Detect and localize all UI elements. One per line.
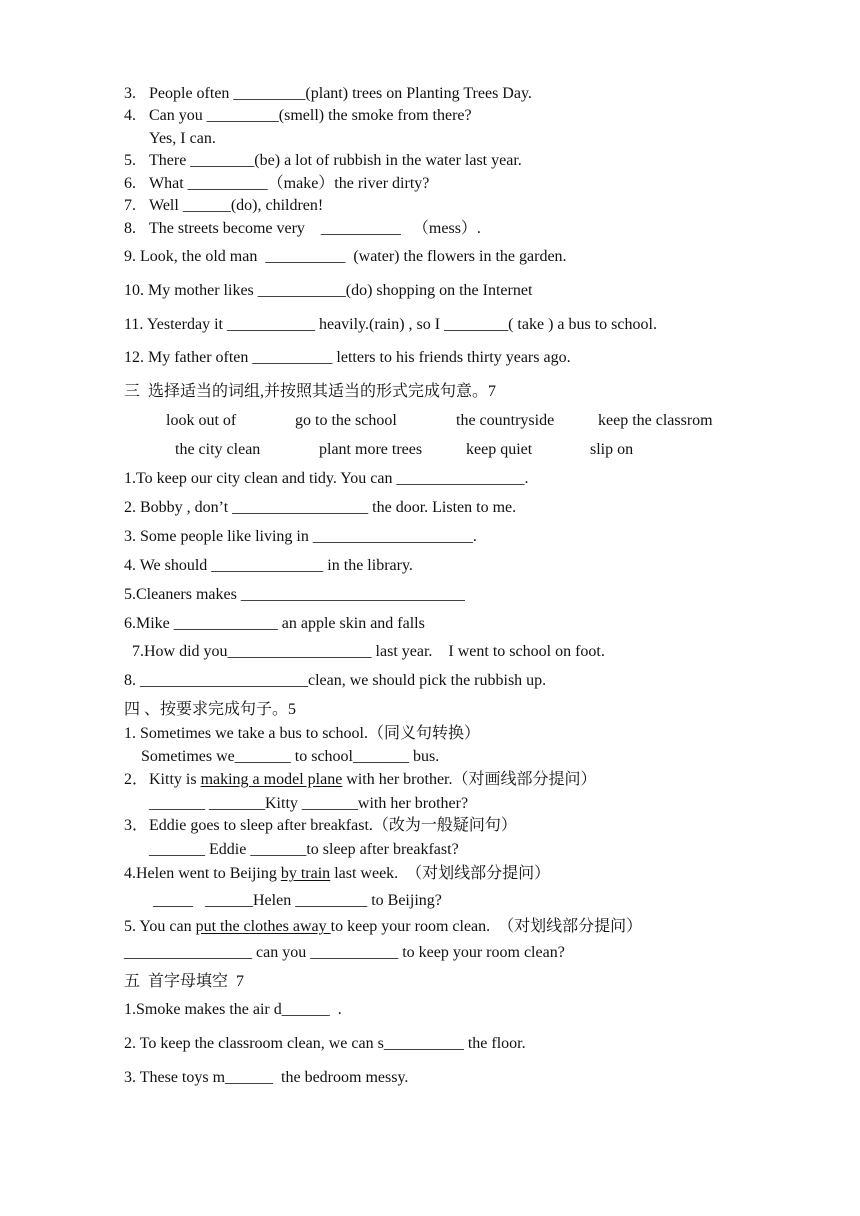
item-number: 8. xyxy=(124,220,136,237)
part5-item-2: 2. To keep the classroom clean, we can s__________ the floor. xyxy=(124,1035,526,1052)
item-text-part: 5. You can xyxy=(124,918,196,935)
item-text xyxy=(149,770,597,790)
part4-item-4 xyxy=(124,864,550,884)
phrase-option: go to the school xyxy=(295,412,397,429)
part3-item-6: 6.Mike _____________ an apple skin and falls xyxy=(124,615,425,632)
part3-item-4: 4. We should ______________ in the library. xyxy=(124,557,413,574)
part3-item-8: 8. _____________________clean, we should pick the rubbish up. xyxy=(124,672,547,689)
item-text: Yes, I can. xyxy=(149,130,216,147)
item-text: People often _________(plant) trees on Planting Trees Day. xyxy=(149,85,532,102)
item-text: Well ______(do), children! xyxy=(149,197,324,214)
part4-heading: 四 、按要求完成句子。5 xyxy=(124,701,297,718)
item-number: 6. xyxy=(124,175,136,192)
part4-item-5-answer-line: ________________ can you ___________ to keep your room clean? xyxy=(124,944,565,961)
part4-item-4-answer-line: _____ ______Helen _________ to Beijing? xyxy=(153,892,442,909)
part2-item-11: 11. Yesterday it ___________ heavily.(rain) , so I ________( take ) a bus to school. xyxy=(124,316,657,333)
item-number: 3. xyxy=(124,85,136,102)
item-number: 7. xyxy=(124,197,136,214)
part4-item-5 xyxy=(124,917,642,937)
phrase-option: the city clean xyxy=(175,441,261,458)
underlined-phrase: by train xyxy=(280,865,331,882)
part2-item-12: 12. My father often __________ letters to his friends thirty years ago. xyxy=(124,349,571,366)
item-text: The streets become very __________ （mess）. xyxy=(149,220,481,237)
part3-heading: 三 选择适当的词组,并按照其适当的形式完成句意。7 xyxy=(124,383,497,400)
item-number: 5. xyxy=(124,152,136,169)
part2-item-10: 10. My mother likes ___________(do) shopping on the Internet xyxy=(124,282,533,299)
underlined-phrase: put the clothes away xyxy=(195,918,331,935)
part5-heading: 五 首字母填空 7 xyxy=(124,973,245,990)
part3-item-3: 3. Some people like living in ____________________. xyxy=(124,528,477,545)
part5-item-1: 1.Smoke makes the air d______ . xyxy=(124,1001,342,1018)
item-number: 4. xyxy=(124,107,136,124)
item-text-part: 4.Helen went to Beijing xyxy=(124,865,281,882)
underlined-phrase: making a model plane xyxy=(200,771,343,788)
phrase-option: keep quiet xyxy=(466,441,533,458)
phrase-option: keep the classrom xyxy=(598,412,713,429)
part3-item-1: 1.To keep our city clean and tidy. You can ________________. xyxy=(124,470,529,487)
phrase-option: the countryside xyxy=(456,412,555,429)
part4-item-1: 1. Sometimes we take a bus to school.（同义句转换） xyxy=(124,725,480,742)
part3-item-2: 2. Bobby , don’t _________________ the door. Listen to me. xyxy=(124,499,517,516)
item-text: What __________（make）the river dirty? xyxy=(149,175,430,192)
item-text-part: to keep your room clean. （对划线部分提问） xyxy=(330,918,643,935)
phrase-option: plant more trees xyxy=(319,441,423,458)
item-text-part: last week. （对划线部分提问） xyxy=(330,865,551,882)
item-number: 3． xyxy=(124,817,149,834)
item-text-part: Kitty is xyxy=(149,771,201,788)
part2-item-9: 9. Look, the old man __________ (water) the flowers in the garden. xyxy=(124,248,567,265)
item-text: There ________(be) a lot of rubbish in the water last year. xyxy=(149,152,522,169)
item-number: 2． xyxy=(124,771,149,788)
part5-item-3: 3. These toys m______ the bedroom messy. xyxy=(124,1069,409,1086)
phrase-option: slip on xyxy=(590,441,634,458)
part3-item-5: 5.Cleaners makes ____________________________ xyxy=(124,586,465,603)
item-text: Can you _________(smell) the smoke from there? xyxy=(149,107,472,124)
part4-item-3-answer-line: _______ Eddie _______to sleep after breakfast? xyxy=(149,841,459,858)
phrase-option: look out of xyxy=(166,412,237,429)
part4-item-1-answer-line: Sometimes we_______ to school_______ bus. xyxy=(141,748,440,765)
part4-item-2-answer-line: _______ _______Kitty _______with her brother? xyxy=(149,795,469,812)
item-text-part: with her brother.（对画线部分提问） xyxy=(342,771,597,788)
part3-item-7: 7.How did you__________________ last year. I went to school on foot. xyxy=(132,643,605,660)
item-text: Eddie goes to sleep after breakfast.（改为一般疑问句） xyxy=(149,817,517,834)
